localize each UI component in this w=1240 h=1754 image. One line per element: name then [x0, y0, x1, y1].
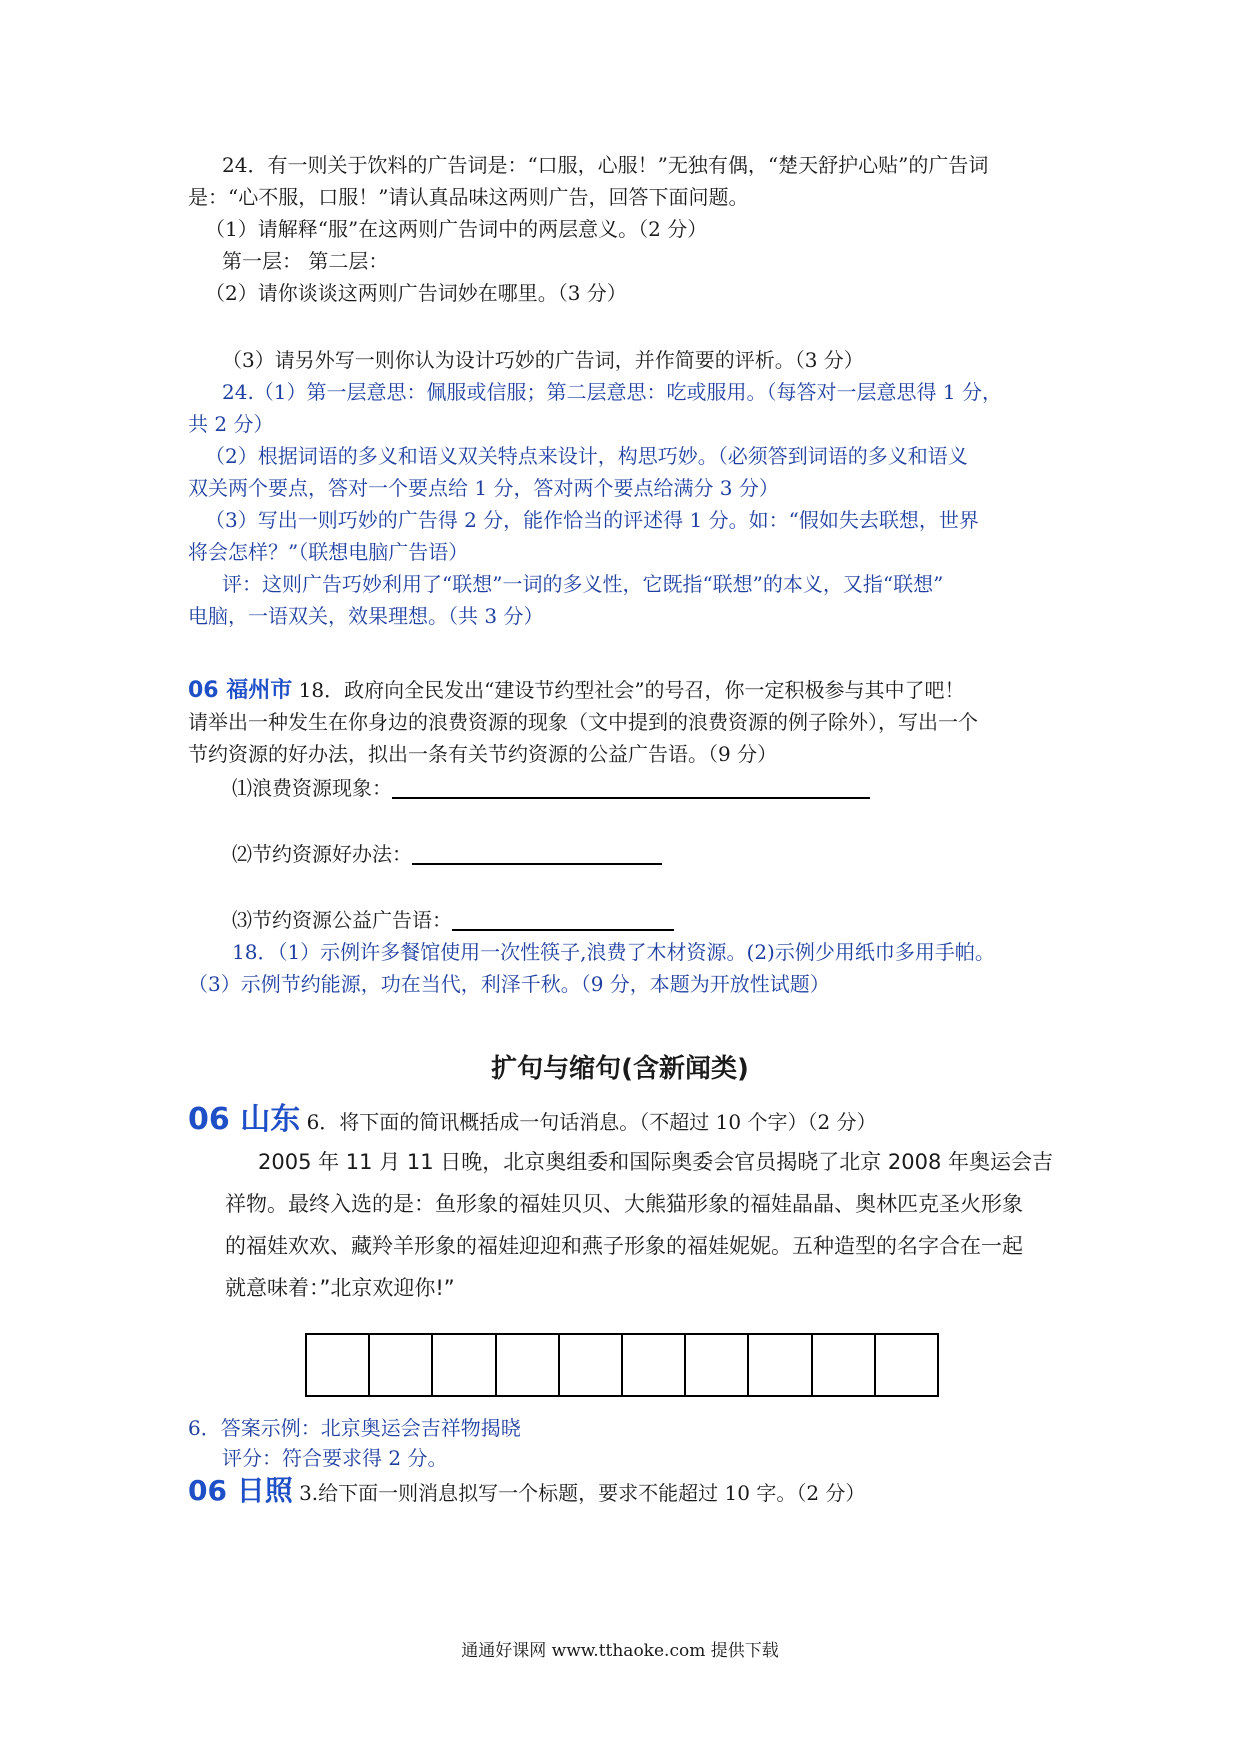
region-label: 06 日照: [188, 1474, 293, 1507]
q6-prompt: 6．将下面的简讯概括成一句话消息。（不超过 10 个字）（2 分）: [306, 1110, 877, 1134]
q3-prompt: 3.给下面一则消息拟写一个标题，要求不能超过 10 字。（2 分）: [299, 1481, 866, 1505]
q3-line: [188, 1473, 865, 1511]
a24-line6: 将会怎样？”（联想电脑广告语）: [188, 540, 469, 564]
q24-sub3: （3）请另外写一则你认为设计巧妙的广告词，并作简要的评析。（3 分）: [222, 348, 864, 372]
item2-label: ⑵节约资源好办法：: [232, 842, 412, 866]
answer-cell[interactable]: [497, 1335, 560, 1395]
answer-cell[interactable]: [370, 1335, 433, 1395]
q18-line1: [188, 675, 965, 706]
region-label: 06 山东: [188, 1102, 301, 1137]
a6-line1: 6．答案示例：北京奥运会吉祥物揭晓: [188, 1416, 521, 1440]
answer-cell[interactable]: [307, 1335, 370, 1395]
answer-grid: [305, 1333, 939, 1397]
q18-line3: 节约资源的好办法，拟出一条有关节约资源的公益广告语。（9 分）: [188, 742, 778, 766]
q24-sub1: （1）请解释“服”在这两则广告词中的两层意义。（2 分）: [205, 217, 708, 241]
q18-item1: [232, 773, 870, 803]
a18-line2: （3）示例节约能源，功在当代，利泽千秋。（9 分，本题为开放性试题）: [188, 972, 830, 996]
q24-layers: 第一层： 第二层：: [222, 249, 389, 273]
answer-cell[interactable]: [749, 1335, 812, 1395]
a24-line4: 双关两个要点，答对一个要点给 1 分，答对两个要点给满分 3 分）: [188, 476, 779, 500]
a24-line7: 评：这则广告巧妙利用了“联想”一词的多义性，它既指“联想”的本义，又指“联想”: [222, 572, 944, 596]
q24-sub2: （2）请你谈谈这两则广告词妙在哪里。（3 分）: [205, 281, 627, 305]
page-footer: 通通好课网 www.tthaoke.com 提供下载: [461, 1641, 779, 1661]
a24-line2: 共 2 分）: [188, 412, 274, 436]
answer-blank-2[interactable]: [412, 841, 662, 865]
q24-line2: 是：“心不服，口服！”请认真品味这两则广告，回答下面问题。: [188, 185, 749, 209]
a24-line1: 24.（1）第一层意思：佩服或信服；第二层意思：吃或服用。（每答对一层意思得 1 分，: [222, 380, 1002, 404]
answer-cell[interactable]: [623, 1335, 686, 1395]
answer-cell[interactable]: [560, 1335, 623, 1395]
q6-passage-1: 2005 年 11 月 11 日晚，北京奥组委和国际奥委会官员揭晓了北京 2008 年奥运会吉: [258, 1150, 1054, 1174]
answer-blank-1[interactable]: [392, 775, 870, 799]
answer-cell[interactable]: [876, 1335, 937, 1395]
q18-item3: [232, 905, 674, 935]
q18-item2: [232, 839, 662, 869]
answer-blank-3[interactable]: [452, 907, 674, 931]
a18-line1: 18．（1）示例许多餐馆使用一次性筷子,浪费了木材资源。(2)示例少用纸巾多用手帕。: [232, 940, 995, 964]
a24-line5: （3）写出一则巧妙的广告得 2 分，能作恰当的评述得 1 分。如：“假如失去联想，世界: [205, 508, 979, 532]
item3-label: ⑶节约资源公益广告语：: [232, 908, 452, 932]
q6-passage-2: 祥物。最终入选的是：鱼形象的福娃贝贝、大熊猫形象的福娃晶晶、奥林匹克圣火形象: [225, 1192, 1023, 1216]
q6-passage-3: 的福娃欢欢、藏羚羊形象的福娃迎迎和燕子形象的福娃妮妮。五种造型的名字合在一起: [225, 1234, 1023, 1258]
answer-cell[interactable]: [813, 1335, 876, 1395]
a24-line3: （2）根据词语的多义和语义双关特点来设计，构思巧妙。（必须答到词语的多义和语义: [205, 444, 968, 468]
q18-line2: 请举出一种发生在你身边的浪费资源的现象（文中提到的浪费资源的例子除外），写出一个: [188, 710, 978, 734]
region-label: 06 福州市: [188, 678, 293, 703]
answer-cell[interactable]: [433, 1335, 496, 1395]
section-heading: 扩句与缩句(含新闻类): [491, 1054, 749, 1084]
q6-passage-4: 就意味着：”北京欢迎你!”: [225, 1276, 455, 1300]
q24-line1: 24．有一则关于饮料的广告词是：“口服，心服！”无独有偶，“楚天舒护心贴”的广告词: [222, 153, 989, 177]
a6-line2: 评分：符合要求得 2 分。: [222, 1446, 448, 1470]
a24-line8: 电脑，一语双关，效果理想。（共 3 分）: [188, 604, 544, 628]
q6-prompt-line: [188, 1100, 877, 1142]
answer-cell[interactable]: [686, 1335, 749, 1395]
item1-label: ⑴浪费资源现象：: [232, 776, 392, 800]
q18-text: 18．政府向全民发出“建设节约型社会”的号召，你一定积极参与其中了吧！: [298, 678, 965, 702]
